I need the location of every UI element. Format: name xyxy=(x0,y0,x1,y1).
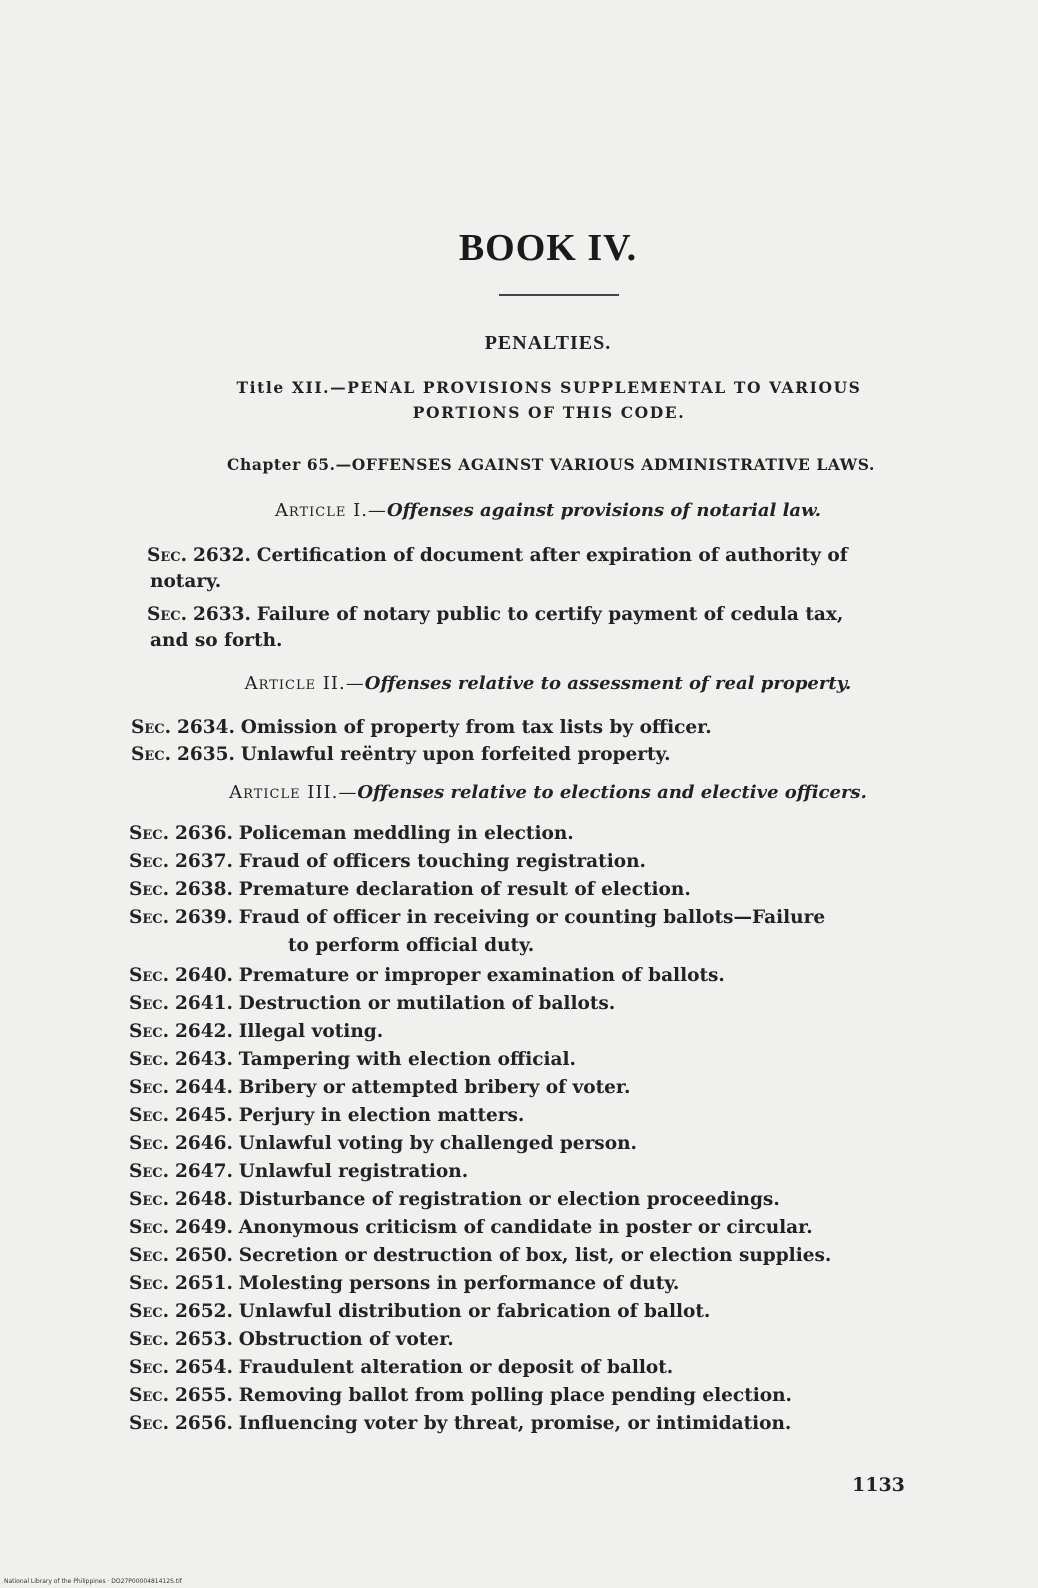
title-heading-line-1: Title XII.—PENAL PROVISIONS SUPPLEMENTAL TO VARIOUS xyxy=(236,378,862,397)
section-entry: Sec. 2648. Disturbance of registration or election proceedings. xyxy=(129,1189,780,1210)
section-entry: Sec. 2639. Fraud of officer in receiving or counting ballots—Failure xyxy=(129,907,826,928)
section-continuation: notary. xyxy=(150,571,222,592)
section-continuation: to perform official duty. xyxy=(288,935,535,956)
section-entry: Sec. 2652. Unlawful distribution or fabrication of ballot. xyxy=(129,1301,711,1322)
title-rule xyxy=(499,294,619,296)
section-entry: Sec. 2632. Certification of document after expiration of authority of xyxy=(147,545,848,566)
section-entry: Sec. 2633. Failure of notary public to certify payment of cedula tax, xyxy=(147,604,844,625)
article-heading-1 xyxy=(120,500,976,521)
section-entry: Sec. 2654. Fraudulent alteration or deposit of ballot. xyxy=(129,1357,674,1378)
scan-footer: National Library of the Philippines · DO27P0000481412S.tif xyxy=(4,1578,182,1585)
article-label: Article I.— xyxy=(274,500,387,521)
article-heading-3: Article III.—Offenses relative to elections and elective officers. xyxy=(229,782,867,803)
section-entry: Sec. 2634. Omission of property from tax lists by officer. xyxy=(131,717,712,738)
section-entry: Sec. 2643. Tampering with election official. xyxy=(129,1049,576,1070)
section-entry: Sec. 2644. Bribery or attempted bribery of voter. xyxy=(129,1077,631,1098)
section-entry: Sec. 2636. Policeman meddling in election. xyxy=(129,823,574,844)
section-entry: Sec. 2650. Secretion or destruction of box, list, or election supplies. xyxy=(129,1245,832,1266)
section-entry: Sec. 2642. Illegal voting. xyxy=(129,1021,384,1042)
section-entry: Sec. 2647. Unlawful registration. xyxy=(129,1161,469,1182)
section-entry: Sec. 2655. Removing ballot from polling place pending election. xyxy=(129,1385,793,1406)
section-entry: Sec. 2649. Anonymous criticism of candidate in poster or circular. xyxy=(129,1217,813,1238)
book-title: BOOK IV. xyxy=(458,227,638,269)
section-entry: Sec. 2635. Unlawful reëntry upon forfeited property. xyxy=(131,744,671,765)
section-entry: Sec. 2645. Perjury in election matters. xyxy=(129,1105,525,1126)
section-entry: Sec. 2651. Molesting persons in performance of duty. xyxy=(129,1273,680,1294)
section-heading: PENALTIES. xyxy=(484,332,612,354)
chapter-heading: Chapter 65.—OFFENSES AGAINST VARIOUS ADMINISTRATIVE LAWS. xyxy=(227,455,875,474)
page-number: 1133 xyxy=(852,1474,905,1496)
section-entry: Sec. 2653. Obstruction of voter. xyxy=(129,1329,454,1350)
section-entry: Sec. 2641. Destruction or mutilation of ballots. xyxy=(129,993,616,1014)
section-entry: Sec. 2640. Premature or improper examination of ballots. xyxy=(129,965,725,986)
section-entry: Sec. 2637. Fraud of officers touching registration. xyxy=(129,851,646,872)
article-heading-2: Article II.—Offenses relative to assessment of real property. xyxy=(244,673,852,694)
article-title: Offenses against provisions of notarial law. xyxy=(386,500,822,521)
section-entry: Sec. 2646. Unlawful voting by challenged person. xyxy=(129,1133,637,1154)
section-continuation: and so forth. xyxy=(150,630,283,651)
section-entry: Sec. 2638. Premature declaration of result of election. xyxy=(129,879,691,900)
sec-label: Sec. xyxy=(147,545,188,566)
section-entry: Sec. 2656. Influencing voter by threat, promise, or intimidation. xyxy=(129,1413,792,1434)
title-heading-line-2: PORTIONS OF THIS CODE. xyxy=(412,403,686,422)
